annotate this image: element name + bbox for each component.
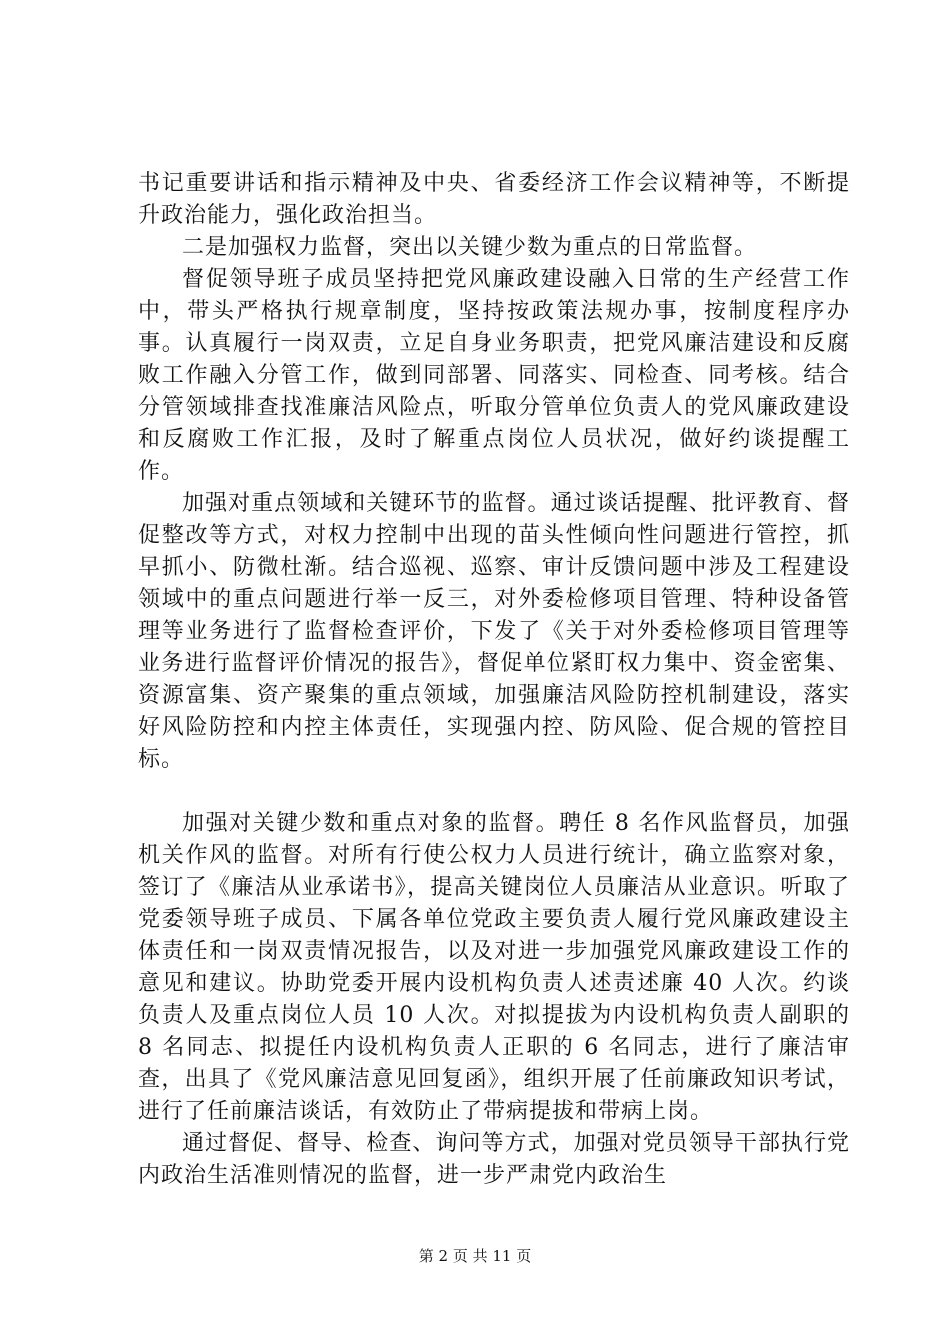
paragraph-1: 书记重要讲话和指示精神及中央、省委经济工作会议精神等，不断提升政治能力，强化政治担当。 xyxy=(138,171,850,228)
paragraph-4: 加强对重点领域和关键环节的监督。通过谈话提醒、批评教育、督促整改等方式，对权力控制中出现的苗头性倾向性问题进行管控，抓早抓小、防微杜渐。结合巡视、巡察、审计反馈问题中涉及工程建设领域中的重点问题进行举一反三，对外委检修项目管理、特种设备管理等业务进行了监督检查评价，下发了《关于对外委检修项目管理等业务进行监督评价情况的报告》，督促单位紧盯权力集中、资金密集、资源富集、资产聚集的重点领域，加强廉洁风险防控机制建设，落实好风险防控和内控主体责任，实现强内控、防风险、促合规的管控目标。 xyxy=(138,491,850,772)
page-footer: 第 2 页 共 11 页 xyxy=(418,1247,532,1265)
paragraph-5: 加强对关键少数和重点对象的监督。聘任 8 名作风监督员，加强机关作风的监督。对所有行使公权力人员进行统计，确立监察对象，签订了《廉洁从业承诺书》，提高关键岗位人员廉洁从业意识。听取了党委领导班子成员、下属各单位党政主要负责人履行党风廉政建设主体责任和一岗双责情况报告，以及对进一步加强党风廉政建设工作的意见和建议。协助党委开展内设机构负责人述责述廉 40 人次。约谈负责人及重点岗位人员 10 人次。对拟提拔为内设机构负责人副职的 8 名同志、拟提任内设机构负责人正职的 6 名同志，进行了廉洁审查，出具了《党风廉洁意见回复函》，组织开展了任前廉政知识考试，进行了任前廉洁谈话，有效防止了带病提拔和带病上岗。 xyxy=(138,811,850,1124)
paragraph-3: 督促领导班子成员坚持把党风廉政建设融入日常的生产经营工作中，带头严格执行规章制度，坚持按政策法规办事，按制度程序办事。认真履行一岗双责，立足自身业务职责，把党风廉洁建设和反腐败工作融入分管工作，做到同部署、同落实、同检查、同考核。结合分管领域排查找准廉洁风险点，听取分管单位负责人的党风廉政建设和反腐败工作汇报，及时了解重点岗位人员状况，做好约谈提醒工作。 xyxy=(138,267,850,484)
document-body xyxy=(138,168,850,1192)
paragraph-spacer xyxy=(138,776,850,808)
paragraph-2: 二是加强权力监督，突出以关键少数为重点的日常监督。 xyxy=(182,235,758,260)
paragraph-6: 通过督促、督导、检查、询问等方式，加强对党员领导干部执行党内政治生活准则情况的监督，进一步严肃党内政治生 xyxy=(138,1131,850,1188)
